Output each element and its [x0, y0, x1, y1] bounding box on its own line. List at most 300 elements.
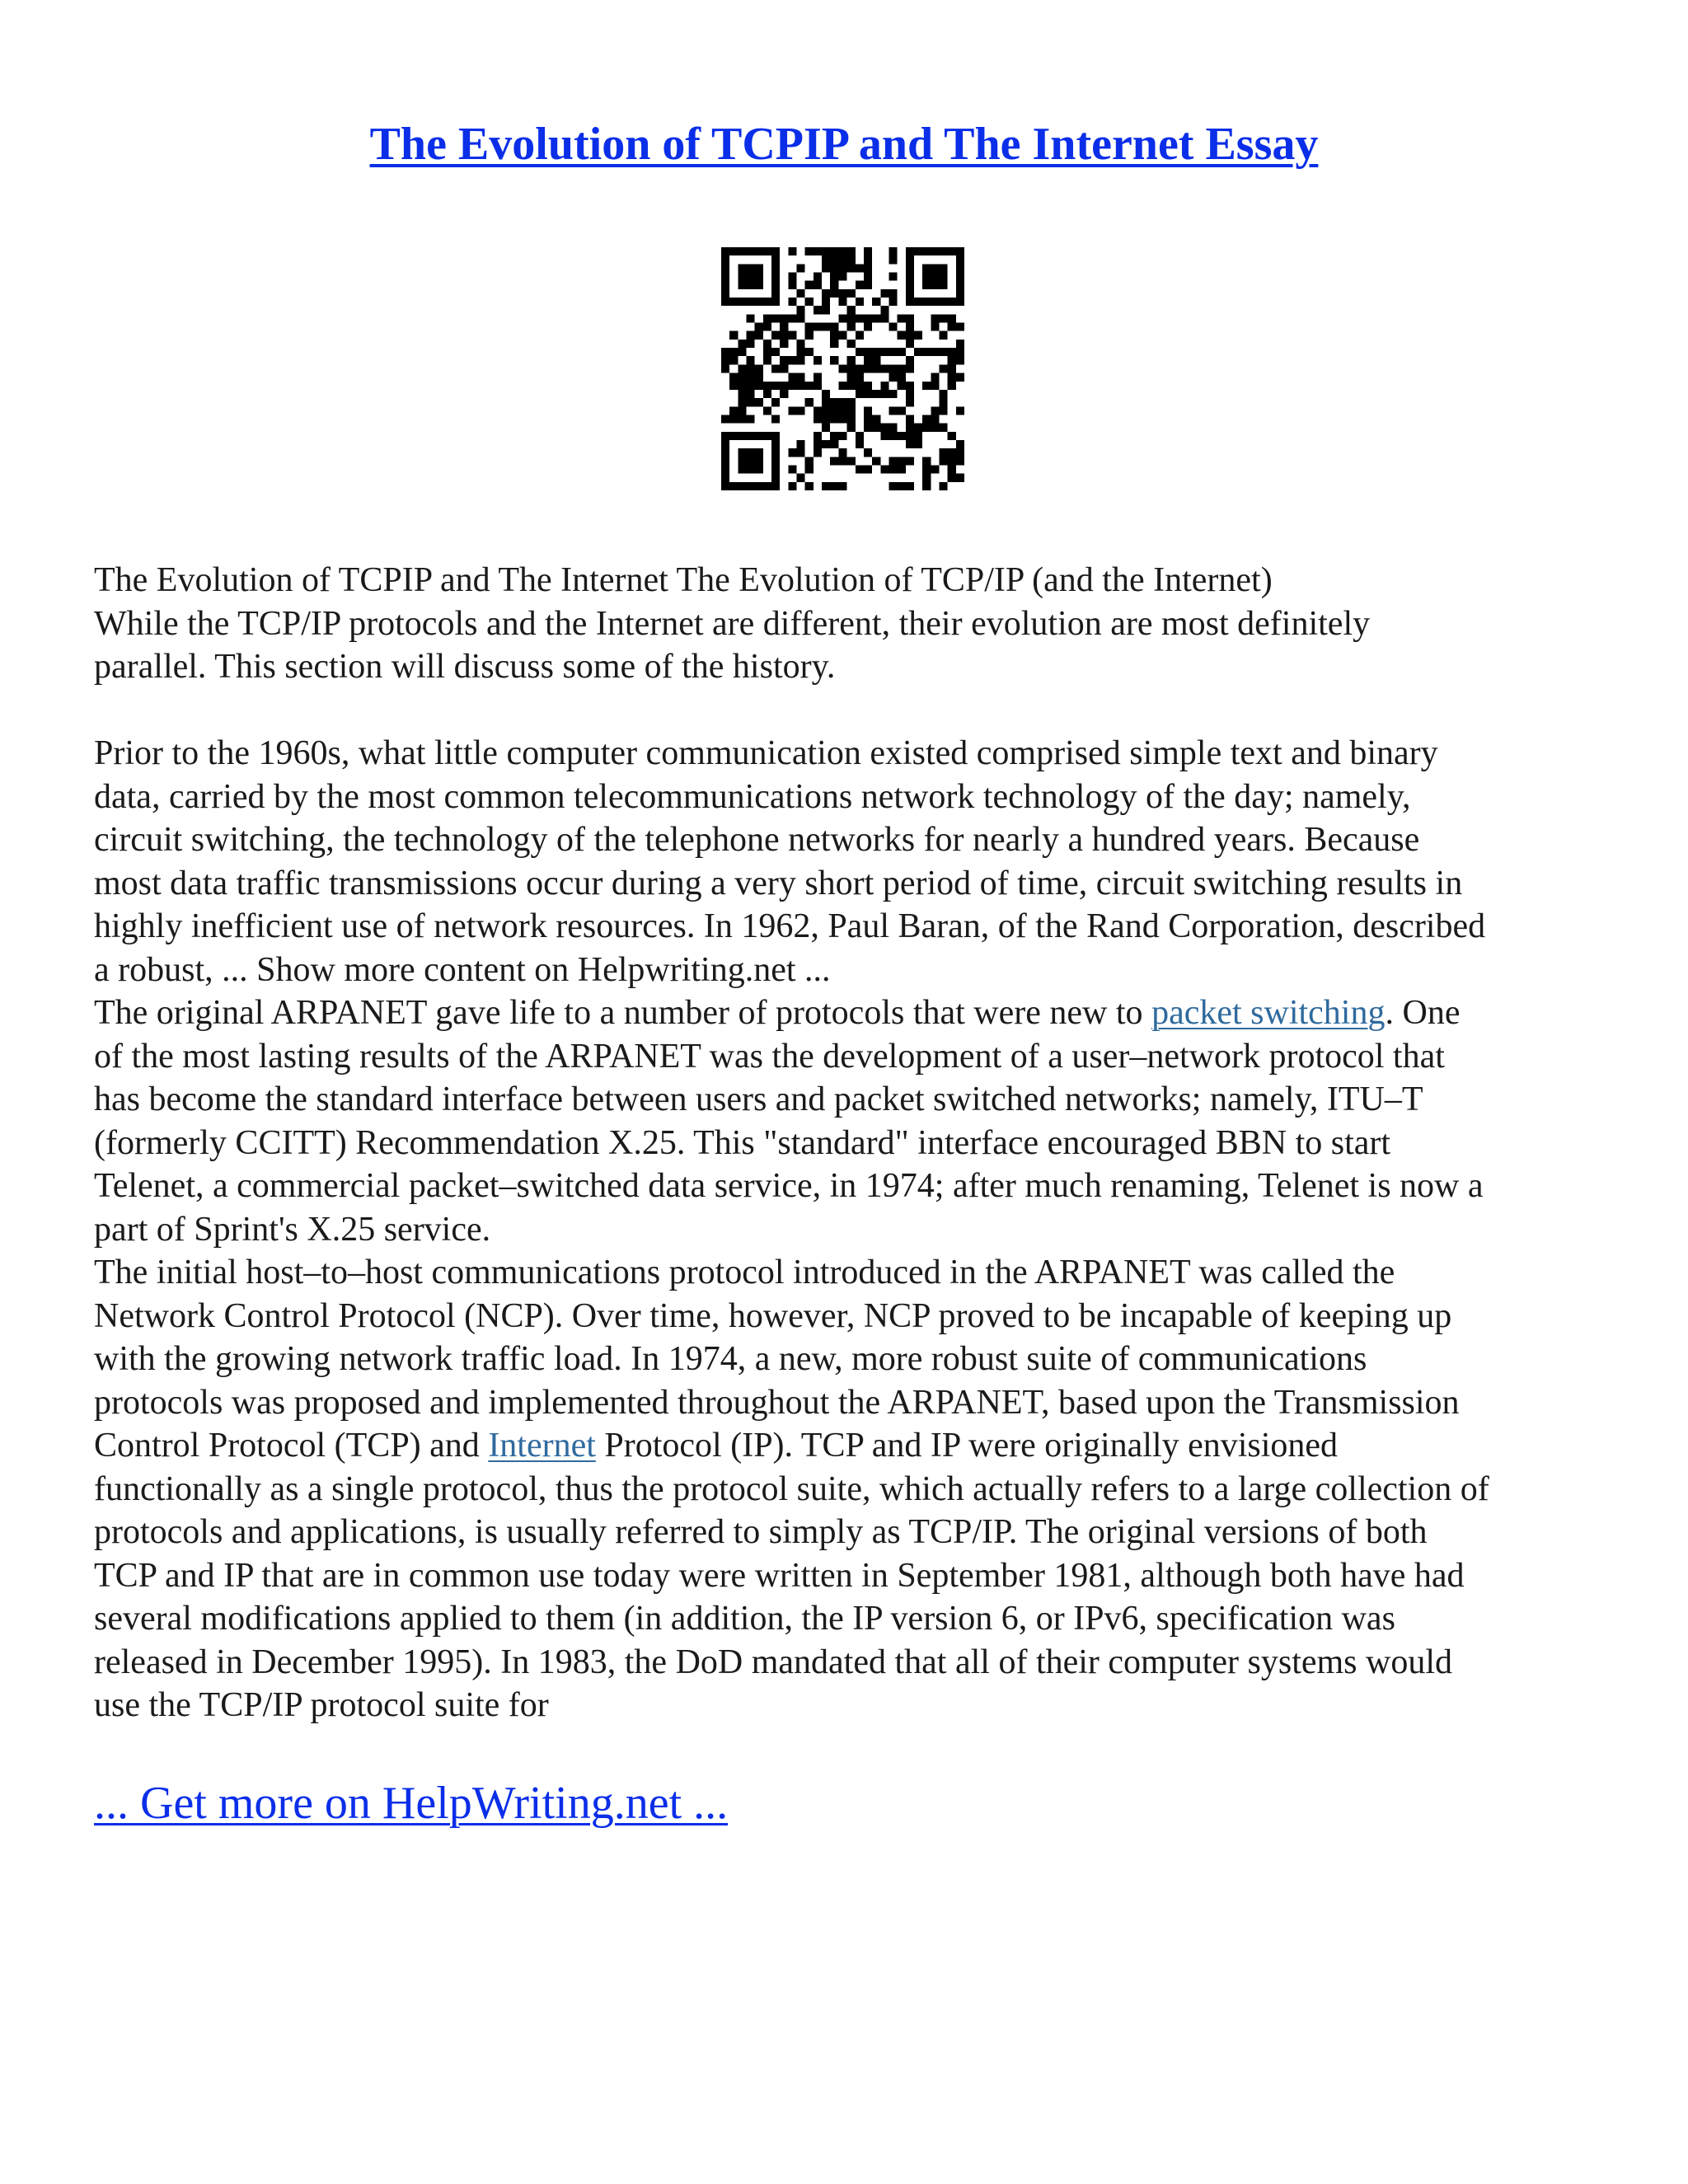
qr-module	[956, 323, 964, 331]
qr-module	[948, 364, 956, 373]
qr-module	[956, 348, 964, 356]
qr-module	[889, 406, 897, 415]
qr-module	[864, 382, 872, 390]
qr-module	[830, 356, 838, 364]
qr-module	[738, 457, 746, 465]
qr-module	[922, 247, 931, 255]
qr-module	[906, 331, 914, 340]
qr-module	[814, 415, 822, 423]
qr-module	[747, 356, 755, 364]
qr-module	[763, 247, 771, 255]
qr-module	[830, 255, 838, 264]
qr-module	[939, 482, 947, 490]
qr-module	[771, 314, 780, 322]
qr-module	[922, 298, 931, 306]
qr-module	[864, 314, 872, 322]
qr-module	[780, 331, 788, 340]
qr-module	[889, 289, 897, 298]
qr-module	[838, 255, 846, 264]
qr-module	[814, 356, 822, 364]
qr-module	[931, 273, 939, 281]
qr-module	[814, 382, 822, 390]
qr-module	[738, 432, 746, 440]
qr-module	[838, 448, 846, 457]
qr-module	[822, 398, 830, 406]
qr-module	[838, 415, 846, 423]
qr-module	[948, 247, 956, 255]
qr-module	[956, 448, 964, 457]
qr-module	[721, 298, 729, 306]
qr-module	[898, 314, 906, 322]
qr-module	[914, 247, 922, 255]
page-title	[0, 111, 1688, 177]
qr-module	[939, 406, 947, 415]
paragraph-history	[94, 732, 1627, 991]
qr-module	[747, 432, 755, 440]
qr-module	[922, 382, 931, 390]
qr-module	[830, 432, 838, 440]
qr-module	[838, 314, 846, 322]
qr-module	[747, 264, 755, 272]
qr-module	[830, 457, 838, 465]
qr-module	[788, 298, 796, 306]
text-line: protocols and applications, is usually referred to simply as TCP/IP. The original versions of both	[94, 1513, 1428, 1551]
qr-module	[755, 264, 763, 272]
qr-module	[889, 247, 897, 255]
text-line: has become the standard interface between users and packet switched networks; namely, ITU–T	[94, 1080, 1423, 1118]
qr-module	[838, 382, 846, 390]
qr-module	[922, 482, 931, 490]
qr-module	[780, 314, 788, 322]
qr-module	[872, 415, 880, 423]
qr-module	[721, 289, 729, 298]
qr-module	[864, 348, 872, 356]
qr-module	[729, 356, 738, 364]
qr-module	[738, 482, 746, 490]
qr-module	[788, 482, 796, 490]
qr-module	[864, 281, 872, 289]
qr-module	[864, 406, 872, 415]
text-line: The Evolution of TCPIP and The Internet The Evolution of TCP/IP (and the Internet)	[94, 561, 1273, 599]
qr-module	[771, 415, 780, 423]
qr-module	[780, 364, 788, 373]
qr-module	[948, 356, 956, 364]
title-link[interactable]: The Evolution of TCPIP and The Internet Essay	[369, 119, 1319, 170]
qr-module	[738, 273, 746, 281]
qr-module	[922, 348, 931, 356]
qr-module	[880, 382, 889, 390]
qr-module	[729, 331, 738, 340]
qr-module	[721, 474, 729, 482]
qr-module	[755, 247, 763, 255]
qr-module	[755, 398, 763, 406]
qr-module	[763, 390, 771, 398]
qr-module	[797, 264, 805, 272]
qr-module	[771, 465, 780, 473]
qr-module	[948, 474, 956, 482]
qr-module	[948, 457, 956, 465]
qr-module	[939, 264, 947, 272]
qr-module	[931, 314, 939, 322]
qr-module	[906, 482, 914, 490]
qr-module	[747, 340, 755, 348]
qr-module	[755, 382, 763, 390]
paragraph-tcpip	[94, 1251, 1627, 1727]
qr-module	[729, 298, 738, 306]
qr-module	[864, 323, 872, 331]
qr-module	[830, 273, 838, 281]
qr-module	[889, 465, 897, 473]
qr-module	[847, 364, 856, 373]
text-line: Network Control Protocol (NCP). Over time, however, NCP proved to be incapable of keeping up	[94, 1296, 1452, 1335]
qr-module	[838, 298, 846, 306]
qr-module	[906, 281, 914, 289]
qr-module	[771, 298, 780, 306]
qr-module	[956, 356, 964, 364]
qr-module	[814, 373, 822, 382]
qr-module	[838, 264, 846, 272]
qr-module	[830, 406, 838, 415]
qr-module	[922, 264, 931, 272]
qr-module	[931, 415, 939, 423]
qr-module	[771, 398, 780, 406]
qr-module	[788, 281, 796, 289]
qr-module	[948, 373, 956, 382]
qr-module	[788, 373, 796, 382]
qr-module	[747, 457, 755, 465]
qr-module	[880, 306, 889, 314]
qr-module	[721, 273, 729, 281]
qr-module	[931, 247, 939, 255]
qr-module	[939, 314, 947, 322]
qr-module	[956, 264, 964, 272]
qr-module	[939, 364, 947, 373]
qr-module	[906, 340, 914, 348]
qr-module	[847, 424, 856, 432]
qr-module	[880, 364, 889, 373]
qr-module	[763, 382, 771, 390]
text-segment: The original ARPANET gave life to a number of protocols that were new to	[94, 994, 1152, 1032]
qr-module	[906, 364, 914, 373]
qr-module	[864, 465, 872, 473]
qr-module	[729, 482, 738, 490]
qr-module	[856, 382, 864, 390]
qr-module	[747, 247, 755, 255]
qr-module	[898, 406, 906, 415]
qr-module	[830, 440, 838, 448]
qr-module	[914, 440, 922, 448]
qr-module	[880, 289, 889, 298]
qr-module	[797, 373, 805, 382]
qr-module	[747, 448, 755, 457]
qr-module	[872, 314, 880, 322]
qr-module	[939, 348, 947, 356]
qr-module	[856, 373, 864, 382]
qr-module	[755, 432, 763, 440]
qr-module	[838, 432, 846, 440]
qr-module	[797, 406, 805, 415]
qr-module	[956, 457, 964, 465]
qr-module	[738, 373, 746, 382]
qr-module	[805, 331, 814, 340]
qr-module	[864, 247, 872, 255]
qr-module	[747, 415, 755, 423]
qr-module	[922, 457, 931, 465]
qr-module	[755, 281, 763, 289]
qr-module	[922, 424, 931, 432]
qr-module	[948, 465, 956, 473]
text-line	[94, 1424, 1627, 1468]
qr-code-icon	[721, 247, 964, 490]
qr-module	[880, 314, 889, 322]
qr-module	[838, 247, 846, 255]
qr-module	[721, 281, 729, 289]
qr-module	[830, 289, 838, 298]
qr-module	[763, 432, 771, 440]
paragraph-gap	[94, 689, 1627, 733]
text-line: part of Sprint's X.25 service.	[94, 1210, 491, 1249]
text-line: with the growing network traffic load. In 1974, a new, more robust suite of communications	[94, 1340, 1367, 1378]
qr-module	[729, 415, 738, 423]
qr-module	[771, 482, 780, 490]
qr-module	[763, 356, 771, 364]
qr-module	[797, 340, 805, 348]
qr-module	[729, 406, 738, 415]
qr-module	[914, 331, 922, 340]
qr-module	[771, 247, 780, 255]
qr-module	[738, 340, 746, 348]
qr-module	[956, 298, 964, 306]
qr-module	[755, 364, 763, 373]
qr-module	[872, 390, 880, 398]
qr-module	[889, 255, 897, 264]
qr-module	[898, 348, 906, 356]
qr-module	[906, 424, 914, 432]
qr-module	[738, 390, 746, 398]
qr-module	[956, 255, 964, 264]
qr-module	[738, 281, 746, 289]
qr-module	[721, 264, 729, 272]
packet-switching-link[interactable]: packet switching	[1151, 994, 1386, 1032]
qr-module	[864, 264, 872, 272]
qr-module	[931, 323, 939, 331]
qr-module	[906, 398, 914, 406]
qr-module	[805, 281, 814, 289]
qr-module	[939, 273, 947, 281]
qr-module	[721, 448, 729, 457]
qr-module	[747, 364, 755, 373]
qr-module	[956, 340, 964, 348]
qr-module	[822, 306, 830, 314]
qr-module	[889, 390, 897, 398]
qr-module	[898, 465, 906, 473]
text-line: most data traffic transmissions occur during a very short period of time, circuit switching results in	[94, 864, 1463, 902]
text-segment: Protocol (IP). TCP and IP were originally envisioned	[595, 1427, 1339, 1465]
qr-module	[956, 281, 964, 289]
qr-module	[771, 281, 780, 289]
qr-module	[956, 373, 964, 382]
qr-module	[780, 323, 788, 331]
qr-module	[856, 298, 864, 306]
qr-module	[822, 390, 830, 398]
qr-module	[814, 247, 822, 255]
qr-module	[805, 398, 814, 406]
qr-module	[838, 273, 846, 281]
qr-module	[738, 348, 746, 356]
qr-module	[931, 281, 939, 289]
qr-module	[939, 390, 947, 398]
qr-module	[747, 465, 755, 473]
qr-module	[914, 424, 922, 432]
qr-module	[838, 457, 846, 465]
qr-module	[729, 373, 738, 382]
essay-body	[94, 559, 1627, 1727]
qr-module	[780, 390, 788, 398]
qr-module	[788, 273, 796, 281]
qr-module	[830, 247, 838, 255]
qr-module	[738, 364, 746, 373]
text-line: a robust, ... Show more content on Helpwriting.net ...	[94, 950, 831, 989]
qr-module	[906, 264, 914, 272]
qr-module	[738, 298, 746, 306]
qr-module	[788, 465, 796, 473]
qr-module	[755, 331, 763, 340]
qr-module	[747, 482, 755, 490]
qr-module	[788, 448, 796, 457]
text-line: released in December 1995). In 1983, the DoD mandated that all of their computer systems would	[94, 1643, 1453, 1681]
qr-module	[721, 465, 729, 473]
qr-module	[956, 289, 964, 298]
qr-module	[822, 323, 830, 331]
qr-module	[805, 298, 814, 306]
qr-module	[922, 273, 931, 281]
qr-module	[889, 348, 897, 356]
qr-module	[805, 457, 814, 465]
qr-module	[931, 465, 939, 473]
text-line: While the TCP/IP protocols and the Internet are different, their evolution are most definitely	[94, 604, 1371, 643]
qr-module	[822, 482, 830, 490]
qr-module	[914, 348, 922, 356]
qr-module	[755, 465, 763, 473]
qr-module	[948, 432, 956, 440]
qr-module	[763, 323, 771, 331]
qr-module	[898, 432, 906, 440]
qr-module	[771, 264, 780, 272]
qr-module	[948, 382, 956, 390]
paragraph-arpanet	[94, 991, 1627, 1251]
qr-module	[906, 415, 914, 423]
qr-module	[856, 314, 864, 322]
qr-module	[889, 298, 897, 306]
qr-module	[931, 382, 939, 390]
text-line: of the most lasting results of the ARPANET was the development of a user–network protocol that	[94, 1037, 1445, 1076]
qr-module	[797, 314, 805, 322]
qr-module	[956, 474, 964, 482]
qr-module	[948, 314, 956, 322]
qr-module	[755, 273, 763, 281]
qr-module	[747, 382, 755, 390]
qr-module	[771, 382, 780, 390]
qr-module	[771, 448, 780, 457]
qr-module	[847, 323, 856, 331]
get-more-link[interactable]: ... Get more on HelpWriting.net ...	[94, 1778, 729, 1829]
qr-module	[830, 264, 838, 272]
qr-module	[738, 264, 746, 272]
qr-module	[889, 364, 897, 373]
qr-module	[956, 247, 964, 255]
qr-module	[872, 364, 880, 373]
qr-module	[822, 264, 830, 272]
qr-module	[939, 331, 947, 340]
qr-module	[721, 457, 729, 465]
qr-module	[755, 373, 763, 382]
qr-module	[797, 474, 805, 482]
qr-module	[956, 440, 964, 448]
qr-module	[914, 432, 922, 440]
text-line: circuit switching, the technology of the telephone networks for nearly a hundred years. Because	[94, 821, 1420, 859]
qr-module	[797, 448, 805, 457]
qr-module	[906, 273, 914, 281]
text-segment: Control Protocol (TCP) and	[94, 1427, 489, 1465]
qr-module	[889, 373, 897, 382]
qr-module	[864, 273, 872, 281]
qr-module	[822, 424, 830, 432]
qr-module	[822, 247, 830, 255]
qr-module	[838, 289, 846, 298]
qr-module	[747, 398, 755, 406]
qr-module	[814, 323, 822, 331]
qr-module	[830, 323, 838, 331]
qr-module	[931, 373, 939, 382]
text-line: highly inefficient use of network resources. In 1962, Paul Baran, of the Rand Corporation, described	[94, 907, 1486, 945]
qr-module	[847, 382, 856, 390]
qr-module	[822, 289, 830, 298]
qr-module	[788, 331, 796, 340]
qr-module	[814, 440, 822, 448]
qr-module	[755, 448, 763, 457]
qr-module	[738, 448, 746, 457]
internet-link[interactable]: Internet	[488, 1427, 596, 1465]
qr-module	[872, 356, 880, 364]
qr-module	[797, 356, 805, 364]
qr-module	[763, 348, 771, 356]
qr-module	[780, 356, 788, 364]
qr-module	[814, 273, 822, 281]
qr-module	[814, 281, 822, 289]
text-segment: . One	[1385, 994, 1461, 1032]
qr-module	[838, 406, 846, 415]
qr-module	[729, 432, 738, 440]
qr-module	[805, 247, 814, 255]
qr-module	[822, 440, 830, 448]
qr-module	[847, 356, 856, 364]
qr-module	[755, 298, 763, 306]
qr-module	[939, 247, 947, 255]
qr-module	[788, 314, 796, 322]
qr-module	[830, 331, 838, 340]
qr-module	[898, 457, 906, 465]
qr-module	[898, 373, 906, 382]
qr-module	[755, 457, 763, 465]
qr-module	[738, 415, 746, 423]
qr-module	[864, 448, 872, 457]
qr-module	[856, 432, 864, 440]
qr-module	[864, 415, 872, 423]
qr-module	[906, 457, 914, 465]
qr-module	[939, 281, 947, 289]
qr-module	[931, 406, 939, 415]
qr-module	[738, 247, 746, 255]
